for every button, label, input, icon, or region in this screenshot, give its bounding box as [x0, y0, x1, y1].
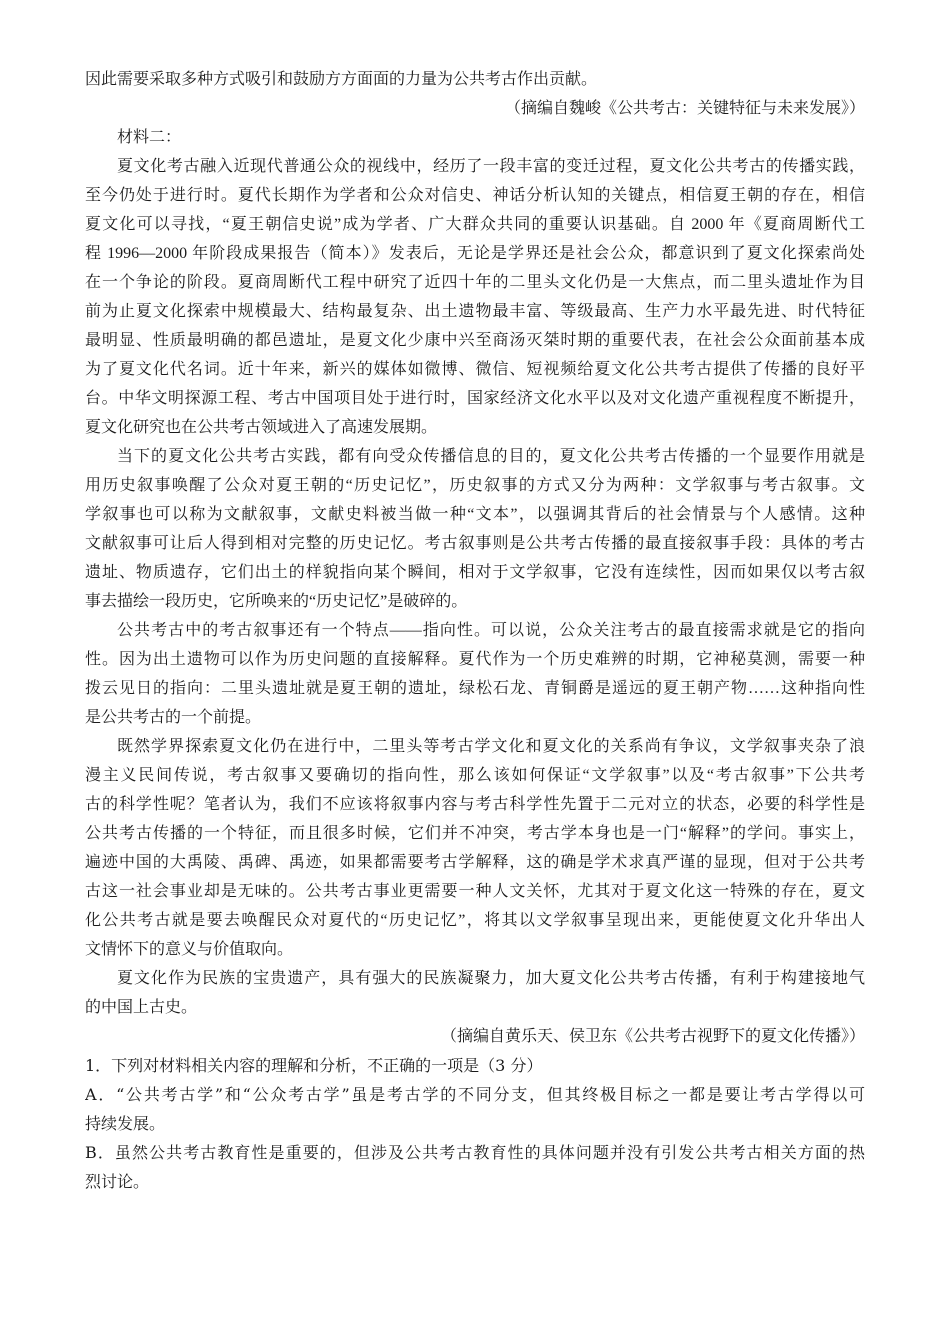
material2-line: 至今仍处于进行时。夏代长期作为学者和公众对信史、神话分析认知的关键点，相信夏王朝的存在，相信 — [85, 187, 865, 204]
material2-line: 台。中华文明探源工程、考古中国项目处于进行时，国家经济文化水平以及对文化遗产重视程度不断提升， — [85, 390, 865, 407]
question1-option-b-line1: B．虽然公共考古教育性是重要的，但涉及公共考古教育性的具体问题并没有引发公共考古相关方面的热 — [85, 1143, 865, 1162]
material2-line: 程 1996—2000 年阶段成果报告（简本）》发表后，无论是学界还是社会公众，都意识到了夏文化探索尚处 — [85, 245, 865, 262]
material2-line: 遗址、物质遗存，它们出土的样貌指向某个瞬间，相对于文学叙事，它没有连续性，因而如果仅以考古叙 — [85, 564, 865, 581]
material2-line: 是公共考古的一个前提。 — [85, 709, 262, 726]
question1-option-a-line1: A．“公共考古学”和“公众考古学”虽是考古学的不同分支，但其终极目标之一都是要让考古学得以可 — [85, 1085, 865, 1104]
material2-line: 文献叙事可让后人得到相对完整的历史记忆。考古叙事则是公共考古传播的最直接叙事手段：具体的考古 — [85, 535, 865, 552]
material2-line: 夏文化考古融入近现代普通公众的视线中，经历了一段丰富的变迁过程，夏文化公共考古的传播实践， — [117, 158, 865, 175]
material2-line: 在一个争论的阶段。夏商周断代工程中研究了近四十年的二里头文化仍是一大焦点，而二里头遗址作为目 — [85, 274, 865, 291]
material1-source: （摘编自魏峻《公共考古：关键特征与未来发展》） — [504, 100, 865, 117]
material2-line: 的中国上古史。 — [85, 999, 198, 1016]
material2-line: 性。因为出土遗物可以作为历史问题的直接解释。夏代作为一个历史难辨的时期，它神秘莫测，需要一种 — [85, 651, 865, 668]
material2-line: 公共考古中的考古叙事还有一个特点——指向性。可以说，公众关注考古的最直接需求就是它的指向 — [117, 622, 865, 639]
material2-line: 漫主义民间传说，考古叙事又要确切的指向性，那么该如何保证“文学叙事”以及“考古叙事”下公共考 — [85, 767, 865, 784]
material2-line: 遍迹中国的大禹陵、禹碑、禹迹，如果都需要考古学解释，这的确是学术求真严谨的显现，但对于公共考 — [85, 854, 865, 871]
material2-heading: 材料二： — [117, 129, 182, 146]
material2-line: 夏文化作为民族的宝贵遗产，具有强大的民族凝聚力，加大夏文化公共考古传播，有利于构建接地气 — [117, 970, 865, 987]
material2-line: 事去描绘一段历史，它所唤来的“历史记忆”是破碎的。 — [85, 593, 468, 610]
material2-line: 夏文化研究也在公共考古领域进入了高速发展期。 — [85, 419, 438, 436]
question1-option-a-line2: 持续发展。 — [85, 1114, 166, 1133]
material2-line: 既然学界探索夏文化仍在进行中，二里头等考古学文化和夏文化的关系尚有争议，文学叙事夹杂了浪 — [117, 738, 865, 755]
material2-line: 拨云见日的指向：二里头遗址就是夏王朝的遗址，绿松石龙、青铜爵是遥远的夏王朝产物……这种指向性 — [85, 680, 865, 697]
question1-option-b-line2: 烈讨论。 — [85, 1172, 150, 1191]
material1-closing-line: 因此需要采取多种方式吸引和鼓励方方面面的力量为公共考古作出贡献。 — [85, 71, 598, 88]
material2-line: 最明显、性质最明确的都邑遗址，是夏文化少康中兴至商汤灭桀时期的重要代表，在社会公众面前基本成 — [85, 332, 865, 349]
question1-stem: 1．下列对材料相关内容的理解和分析，不正确的一项是（3 分） — [85, 1056, 543, 1075]
material2-line: 用历史叙事唤醒了公众对夏王朝的“历史记忆”，历史叙事的方式又分为两种：文学叙事与考古叙事。文 — [85, 477, 865, 494]
material2-line: 文情怀下的意义与价值取向。 — [85, 941, 294, 958]
material2-line: 公共考古传播的一个特征，而且很多时候，它们并不冲突，考古学本身也是一门“解释”的学问。事实上， — [85, 825, 865, 842]
material2-line: 古的科学性呢？笔者认为，我们不应该将叙事内容与考古科学性先置于二元对立的状态，必要的科学性是 — [85, 796, 865, 813]
material2-line: 当下的夏文化公共考古实践，都有向受众传播信息的目的，夏文化公共考古传播的一个显要作用就是 — [117, 448, 865, 465]
material2-line: 夏文化可以寻找，“夏王朝信史说”成为学者、广大群众共同的重要认识基础。自 2000 年《夏商周断代工 — [85, 216, 865, 233]
material2-line: 前为止夏文化探索中规模最大、结构最复杂、出土遗物最丰富、等级最高、生产力水平最先进、时代特征 — [85, 303, 865, 320]
material2-source: （摘编自黄乐天、侯卫东《公共考古视野下的夏文化传播》） — [440, 1028, 865, 1045]
material2-line: 为了夏文化代名词。近十年来，新兴的媒体如微博、微信、短视频给夏文化公共考古提供了传播的良好平 — [85, 361, 865, 378]
material2-line: 学叙事也可以称为文献叙事，文献史料被当做一种“文本”，以强调其背后的社会情景与个人感情。这种 — [85, 506, 865, 523]
material2-line: 化公共考古就是要去唤醒民众对夏代的“历史记忆”，将其以文学叙事呈现出来，更能使夏文化升华出人 — [85, 912, 865, 929]
material2-line: 古这一社会事业却是无味的。公共考古事业更需要一种人文关怀，尤其对于夏文化这一特殊的存在，夏文 — [85, 883, 865, 900]
